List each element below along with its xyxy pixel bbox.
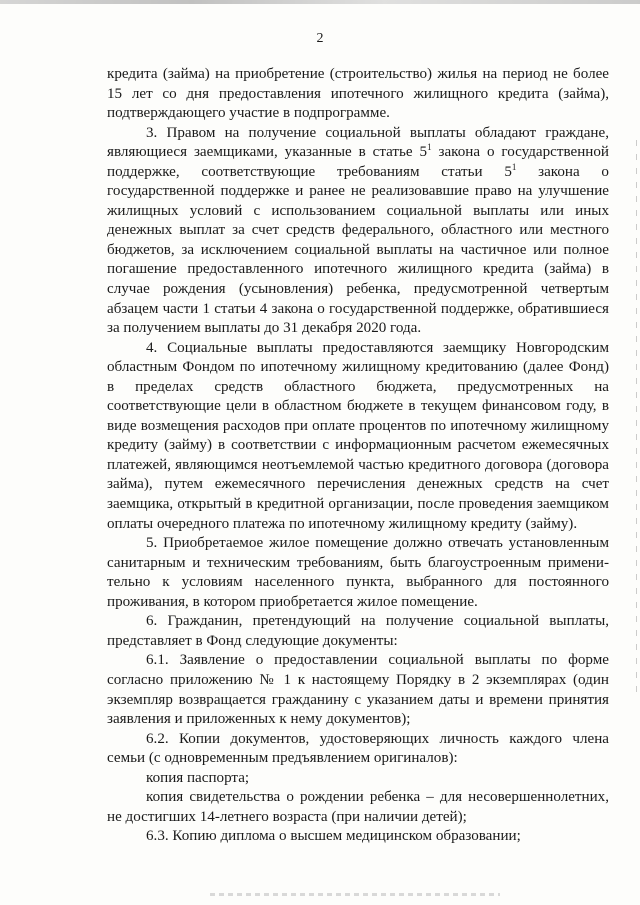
scan-edge-top [0, 0, 640, 4]
scan-edge-bottom [210, 893, 500, 896]
paragraph-6-2: 6.2. Копии документов, удостоверяющих личность каждого члена семьи (с одновременным предъявлением оригиналов): [107, 730, 609, 767]
paragraph-continuation: кредита (займа) на приобретение (строительство) жилья на период не более 15 лет со дня предоставления ипотечного жилищного кредита (займа), подтверждающего участие в подпрограмме. [107, 66, 609, 122]
paragraph-3-part: закона о государственной поддержке, соответствующие требованиям статьи 5 [107, 144, 609, 180]
paragraph-6-3: 6.3. Копию диплома о высшем медицинском образовании; [146, 828, 521, 845]
scan-edge-right [636, 140, 637, 700]
paragraph-3-part: 3. Правом на получение социальной выплаты обладают граждане, являющиеся заемщиками, указанные в статье 5 [107, 124, 609, 161]
page-number: 2 [316, 31, 324, 46]
paragraph-6-1: 6.1. Заявление о предоставлении социальной выплаты по форме согласно приложению № 1 к настоящему Порядку в 2 экземплярах (один экземпляр возвращается гражданину с указанием даты и времени принятия заявления и приложенных к нему документов); [107, 652, 609, 728]
list-item-passport: копия паспорта; [146, 769, 250, 786]
superscript: 1 [511, 161, 517, 172]
paragraph-5: 5. Приобретаемое жилое помещение должно отвечать установленным санитарным и техническим требованиям, быть благоустроенным примени-тельно к условиям населенного пункта, выбранного для постоянного проживания, в котором приобретается жилое помещение. [107, 535, 609, 610]
paragraph-3-part: закона о государственной поддержке и ранее не реализовавшие право на улучшение жилищных условий с использованием социальной выплаты или иных денежных выплат за счет средств федерального, областного или местного бюджетов, за исключением социальной выплаты на частичное или полное погашение предоставленного ипотечного жилищного кредита (займа) в случае рождения (усыновления) ребенка, предусмотренной четвертым абзацем части 1 статьи 4 закона о государственной поддержке, обратившиеся за получением выплаты до 31 декабря 2020 года. [107, 163, 609, 337]
paragraph-3 [107, 124, 609, 339]
superscript: 1 [427, 142, 432, 153]
paragraph-6: 6. Гражданин, претендующий на получение социальной выплаты, представляет в Фонд следующие документы: [107, 613, 609, 649]
paragraph-4: 4. Социальные выплаты предоставляются заемщику Новгородским областным Фондом по ипотечному жилищному кредитованию (далее Фонд) в пределах средств областного бюджета, предусмотренных на соответствующие цели в областном бюджете в текущем финансовом году, в виде возмещения расходов при оплате процентов по ипотечному жилищному кредиту (займу) в соответствии с информационным расчетом ежемесячных платежей, являющимся неотъемлемой частью кредитного договора (договора займа), путем ежемесячного перечисления денежных средств на счет заемщика, открытый в кредитной организации, после проведения заемщиком оплаты очередного платежа по ипотечному жилищному кредиту (займу). [107, 339, 609, 532]
document-body [107, 65, 609, 847]
list-item-birth-certificate: копия свидетельства о рождении ребенка – для несовершеннолетних, не достигших 14-летнего возраста (при наличии детей); [107, 789, 609, 825]
